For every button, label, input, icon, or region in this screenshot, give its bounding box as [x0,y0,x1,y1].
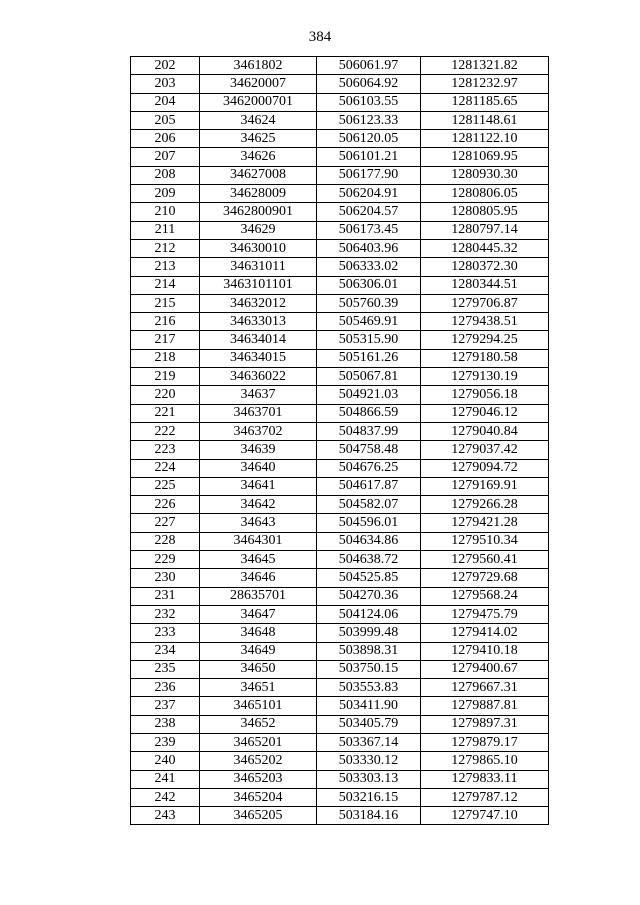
row-number-cell: 218 [131,349,200,367]
table-row [131,166,549,184]
table-row [131,239,549,257]
y-coordinate-cell: 1279414.02 [421,624,549,642]
row-number-cell: 235 [131,660,200,678]
x-coordinate-cell: 506306.01 [317,276,421,294]
table-row [131,807,549,825]
point-id-cell: 3462800901 [200,203,317,221]
y-coordinate-cell: 1279421.28 [421,514,549,532]
point-id-cell: 3463101101 [200,276,317,294]
point-id-cell: 34645 [200,551,317,569]
row-number-cell: 230 [131,569,200,587]
y-coordinate-cell: 1280930.30 [421,166,549,184]
y-coordinate-cell: 1279833.11 [421,770,549,788]
point-id-cell: 3465101 [200,697,317,715]
row-number-cell: 229 [131,551,200,569]
y-coordinate-cell: 1280797.14 [421,221,549,239]
row-number-cell: 234 [131,642,200,660]
y-coordinate-cell: 1279438.51 [421,313,549,331]
y-coordinate-cell: 1279400.67 [421,660,549,678]
y-coordinate-cell: 1279865.10 [421,752,549,770]
y-coordinate-cell: 1279294.25 [421,331,549,349]
y-coordinate-cell: 1280372.30 [421,258,549,276]
row-number-cell: 206 [131,130,200,148]
x-coordinate-cell: 506123.33 [317,111,421,129]
table-row [131,185,549,203]
x-coordinate-cell: 504837.99 [317,422,421,440]
row-number-cell: 203 [131,75,200,93]
y-coordinate-cell: 1280805.95 [421,203,549,221]
x-coordinate-cell: 506204.57 [317,203,421,221]
table-row [131,331,549,349]
table-row [131,514,549,532]
row-number-cell: 211 [131,221,200,239]
y-coordinate-cell: 1279879.17 [421,733,549,751]
x-coordinate-cell: 506101.21 [317,148,421,166]
y-coordinate-cell: 1279510.34 [421,532,549,550]
x-coordinate-cell: 503750.15 [317,660,421,678]
table-row [131,148,549,166]
table-row [131,368,549,386]
x-coordinate-cell: 503405.79 [317,715,421,733]
y-coordinate-cell: 1279787.12 [421,788,549,806]
x-coordinate-cell: 504676.25 [317,459,421,477]
x-coordinate-cell: 506403.96 [317,239,421,257]
x-coordinate-cell: 506204.91 [317,185,421,203]
x-coordinate-cell: 504617.87 [317,477,421,495]
point-id-cell: 3463701 [200,404,317,422]
point-id-cell: 3464301 [200,532,317,550]
y-coordinate-cell: 1279560.41 [421,551,549,569]
x-coordinate-cell: 504866.59 [317,404,421,422]
y-coordinate-cell: 1280344.51 [421,276,549,294]
row-number-cell: 232 [131,605,200,623]
page-number: 384 [308,29,332,45]
y-coordinate-cell: 1279897.31 [421,715,549,733]
point-id-cell: 34630010 [200,239,317,257]
point-id-cell: 3461802 [200,57,317,75]
table-row [131,679,549,697]
point-id-cell: 34620007 [200,75,317,93]
point-id-cell: 3465205 [200,807,317,825]
point-id-cell: 34627008 [200,166,317,184]
table-row [131,111,549,129]
x-coordinate-cell: 504758.48 [317,441,421,459]
row-number-cell: 233 [131,624,200,642]
point-id-cell: 34624 [200,111,317,129]
table-row [131,93,549,111]
x-coordinate-cell: 504921.03 [317,386,421,404]
point-id-cell: 3463702 [200,422,317,440]
row-number-cell: 239 [131,733,200,751]
y-coordinate-cell: 1279747.10 [421,807,549,825]
y-coordinate-cell: 1279094.72 [421,459,549,477]
x-coordinate-cell: 506061.97 [317,57,421,75]
row-number-cell: 205 [131,111,200,129]
point-id-cell: 34641 [200,477,317,495]
point-id-cell: 3465203 [200,770,317,788]
x-coordinate-cell: 504270.36 [317,587,421,605]
point-id-cell: 3465204 [200,788,317,806]
x-coordinate-cell: 503411.90 [317,697,421,715]
point-id-cell: 3465201 [200,733,317,751]
x-coordinate-cell: 504634.86 [317,532,421,550]
x-coordinate-cell: 503216.15 [317,788,421,806]
row-number-cell: 243 [131,807,200,825]
table-row [131,605,549,623]
point-id-cell: 34646 [200,569,317,587]
table-row [131,752,549,770]
table-row [131,569,549,587]
table-row [131,477,549,495]
row-number-cell: 202 [131,57,200,75]
row-number-cell: 227 [131,514,200,532]
row-number-cell: 242 [131,788,200,806]
point-id-cell: 34625 [200,130,317,148]
y-coordinate-cell: 1279130.19 [421,368,549,386]
row-number-cell: 219 [131,368,200,386]
point-id-cell: 34652 [200,715,317,733]
coordinates-table [130,56,549,825]
y-coordinate-cell: 1279040.84 [421,422,549,440]
row-number-cell: 213 [131,258,200,276]
x-coordinate-cell: 506103.55 [317,93,421,111]
point-id-cell: 34631011 [200,258,317,276]
row-number-cell: 238 [131,715,200,733]
table-row [131,203,549,221]
point-id-cell: 34651 [200,679,317,697]
x-coordinate-cell: 505760.39 [317,294,421,312]
point-id-cell: 34648 [200,624,317,642]
row-number-cell: 241 [131,770,200,788]
x-coordinate-cell: 505315.90 [317,331,421,349]
y-coordinate-cell: 1281185.65 [421,93,549,111]
x-coordinate-cell: 506064.92 [317,75,421,93]
point-id-cell: 34632012 [200,294,317,312]
table-row [131,57,549,75]
x-coordinate-cell: 503330.12 [317,752,421,770]
table-row [131,313,549,331]
table-row [131,441,549,459]
y-coordinate-cell: 1281122.10 [421,130,549,148]
x-coordinate-cell: 504525.85 [317,569,421,587]
y-coordinate-cell: 1279037.42 [421,441,549,459]
row-number-cell: 216 [131,313,200,331]
x-coordinate-cell: 505067.81 [317,368,421,386]
y-coordinate-cell: 1279729.68 [421,569,549,587]
x-coordinate-cell: 503898.31 [317,642,421,660]
y-coordinate-cell: 1281232.97 [421,75,549,93]
point-id-cell: 34639 [200,441,317,459]
row-number-cell: 214 [131,276,200,294]
table-row [131,404,549,422]
x-coordinate-cell: 503303.13 [317,770,421,788]
y-coordinate-cell: 1279180.58 [421,349,549,367]
x-coordinate-cell: 506177.90 [317,166,421,184]
table-row [131,276,549,294]
table-row [131,642,549,660]
x-coordinate-cell: 504596.01 [317,514,421,532]
y-coordinate-cell: 1281321.82 [421,57,549,75]
point-id-cell: 34633013 [200,313,317,331]
table-row [131,349,549,367]
point-id-cell: 34649 [200,642,317,660]
table-row [131,422,549,440]
row-number-cell: 240 [131,752,200,770]
row-number-cell: 223 [131,441,200,459]
point-id-cell: 3462000701 [200,93,317,111]
point-id-cell: 34637 [200,386,317,404]
point-id-cell: 34647 [200,605,317,623]
row-number-cell: 228 [131,532,200,550]
point-id-cell: 28635701 [200,587,317,605]
x-coordinate-cell: 506173.45 [317,221,421,239]
row-number-cell: 204 [131,93,200,111]
point-id-cell: 34626 [200,148,317,166]
x-coordinate-cell: 503999.48 [317,624,421,642]
row-number-cell: 237 [131,697,200,715]
y-coordinate-cell: 1281069.95 [421,148,549,166]
point-id-cell: 34629 [200,221,317,239]
table-row [131,551,549,569]
y-coordinate-cell: 1279887.81 [421,697,549,715]
row-number-cell: 210 [131,203,200,221]
y-coordinate-cell: 1279410.18 [421,642,549,660]
table-row [131,221,549,239]
point-id-cell: 34628009 [200,185,317,203]
table-row [131,75,549,93]
row-number-cell: 236 [131,679,200,697]
table-row [131,386,549,404]
point-id-cell: 34643 [200,514,317,532]
table-row [131,733,549,751]
x-coordinate-cell: 504124.06 [317,605,421,623]
row-number-cell: 225 [131,477,200,495]
x-coordinate-cell: 503367.14 [317,733,421,751]
table-row [131,294,549,312]
table-row [131,697,549,715]
row-number-cell: 222 [131,422,200,440]
y-coordinate-cell: 1280806.05 [421,185,549,203]
y-coordinate-cell: 1280445.32 [421,239,549,257]
table-row [131,587,549,605]
row-number-cell: 231 [131,587,200,605]
table-row [131,624,549,642]
y-coordinate-cell: 1279266.28 [421,496,549,514]
table-row [131,788,549,806]
table-row [131,258,549,276]
table-row [131,496,549,514]
table-body [131,57,549,825]
y-coordinate-cell: 1279046.12 [421,404,549,422]
y-coordinate-cell: 1279056.18 [421,386,549,404]
row-number-cell: 224 [131,459,200,477]
row-number-cell: 209 [131,185,200,203]
y-coordinate-cell: 1281148.61 [421,111,549,129]
x-coordinate-cell: 506120.05 [317,130,421,148]
point-id-cell: 34636022 [200,368,317,386]
point-id-cell: 34640 [200,459,317,477]
row-number-cell: 217 [131,331,200,349]
y-coordinate-cell: 1279169.91 [421,477,549,495]
x-coordinate-cell: 504582.07 [317,496,421,514]
x-coordinate-cell: 504638.72 [317,551,421,569]
row-number-cell: 207 [131,148,200,166]
x-coordinate-cell: 505161.26 [317,349,421,367]
point-id-cell: 34642 [200,496,317,514]
y-coordinate-cell: 1279706.87 [421,294,549,312]
row-number-cell: 226 [131,496,200,514]
row-number-cell: 212 [131,239,200,257]
row-number-cell: 221 [131,404,200,422]
row-number-cell: 208 [131,166,200,184]
y-coordinate-cell: 1279667.31 [421,679,549,697]
table-row [131,660,549,678]
x-coordinate-cell: 506333.02 [317,258,421,276]
point-id-cell: 34634014 [200,331,317,349]
point-id-cell: 34634015 [200,349,317,367]
row-number-cell: 215 [131,294,200,312]
table-row [131,459,549,477]
point-id-cell: 34650 [200,660,317,678]
table-row [131,532,549,550]
x-coordinate-cell: 505469.91 [317,313,421,331]
row-number-cell: 220 [131,386,200,404]
table-row [131,770,549,788]
y-coordinate-cell: 1279568.24 [421,587,549,605]
x-coordinate-cell: 503553.83 [317,679,421,697]
table-row [131,130,549,148]
y-coordinate-cell: 1279475.79 [421,605,549,623]
table-row [131,715,549,733]
x-coordinate-cell: 503184.16 [317,807,421,825]
point-id-cell: 3465202 [200,752,317,770]
